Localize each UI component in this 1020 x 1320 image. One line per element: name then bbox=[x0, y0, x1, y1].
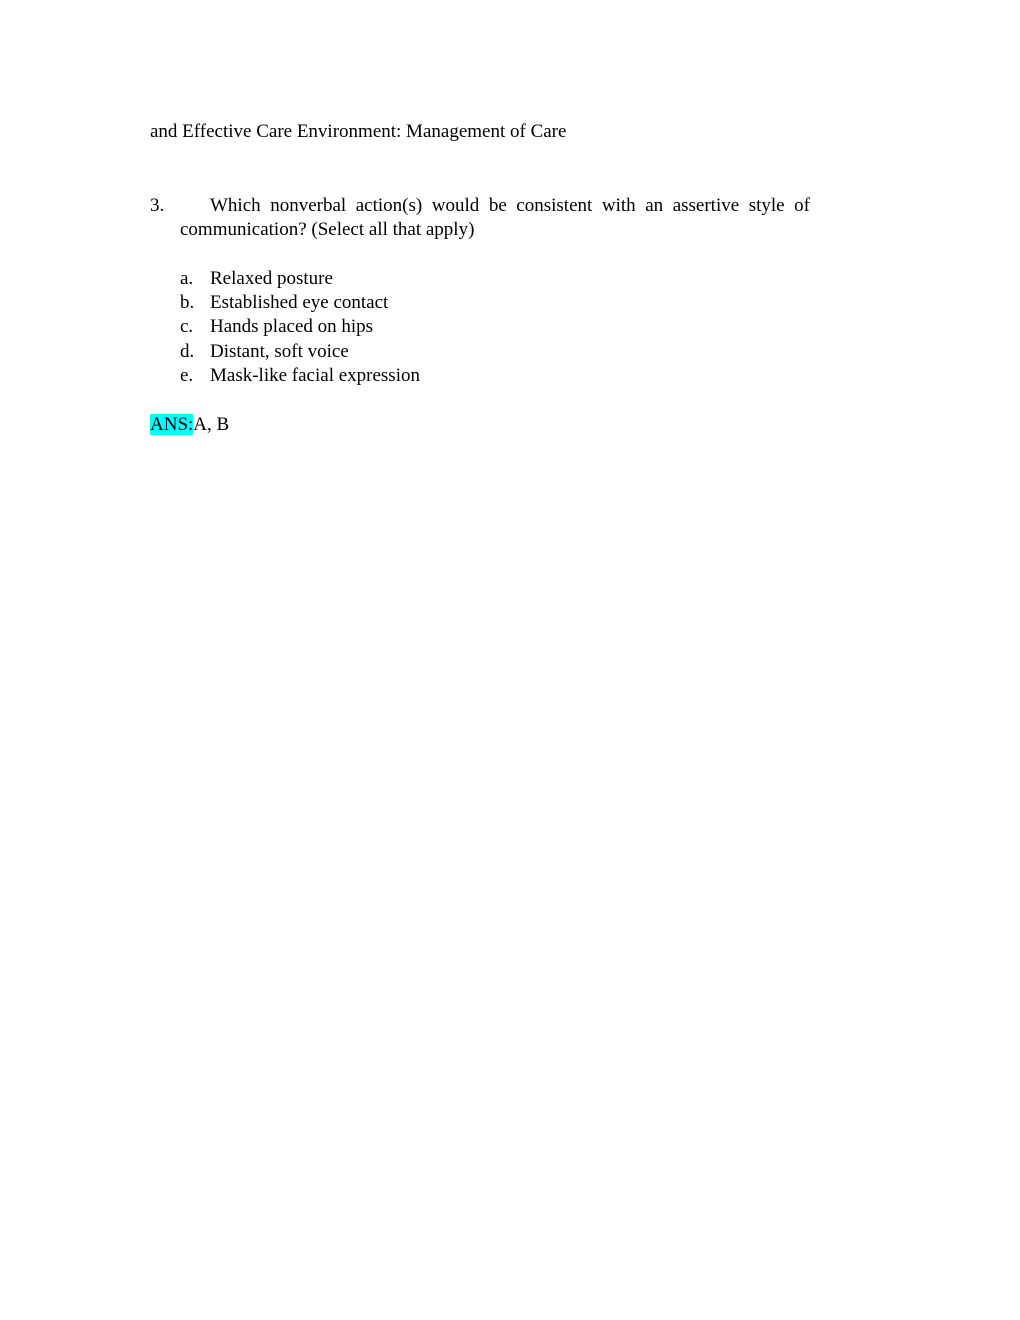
option-text: Hands placed on hips bbox=[210, 316, 374, 338]
option-letter: e. bbox=[180, 364, 194, 386]
answer-value: A, B bbox=[193, 414, 230, 435]
answer-line bbox=[150, 413, 229, 437]
option-letter: c. bbox=[180, 316, 194, 338]
option-text: Established eye contact bbox=[210, 292, 389, 314]
answer-label-highlighted: ANS: bbox=[150, 414, 194, 435]
option-text: Relaxed posture bbox=[210, 268, 333, 289]
option-text: Distant, soft voice bbox=[210, 340, 349, 362]
option-letter: a. bbox=[180, 268, 194, 289]
question-number: 3. bbox=[150, 195, 165, 216]
option-letter: b. bbox=[180, 292, 195, 314]
option-text: Mask-like facial expression bbox=[210, 364, 420, 386]
option-letter: d. bbox=[180, 340, 195, 362]
question-text-line-2: communication? (Select all that apply) bbox=[180, 219, 475, 240]
question-block bbox=[150, 194, 810, 242]
question-text-line-1: Which nonverbal action(s) would be consistent with an assertive style of bbox=[210, 195, 810, 216]
category-continuation-line: and Effective Care Environment: Management of Care bbox=[150, 121, 567, 142]
question-text bbox=[180, 194, 810, 218]
